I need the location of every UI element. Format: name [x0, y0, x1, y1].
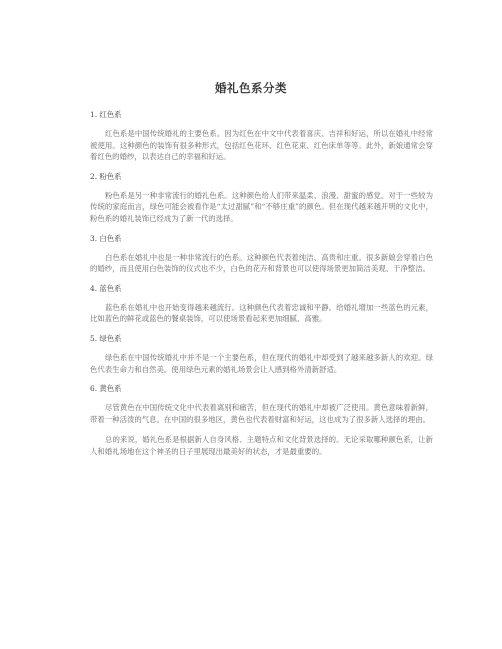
section-heading: 2. 粉色系 — [90, 171, 122, 181]
section-paragraph: 蓝色系在婚礼中也开始变得越来越流行。这种颜色代表着忠诚和平静。给婚礼增加一些蓝色的元素，比如蓝色的鲜花或蓝色的餐桌装饰，可以使场景看起来更加细腻、高雅。 — [90, 302, 433, 324]
section-heading: 5. 绿色系 — [90, 333, 122, 343]
section-blue — [90, 284, 433, 325]
section-paragraph: 红色系是中国传统婚礼的主要色系。因为红色在中文中代表着喜庆、吉祥和好运，所以在婚礼中经常被使用。这种颜色的装饰有很多种形式，包括红色花环、红色花束、红色床单等等。此外，新娘通常会穿着红色的婚纱，以表达自己的幸福和好运。 — [90, 129, 433, 162]
section-paragraph: 绿色系在中国传统婚礼中并不是一个主要色系，但在现代的婚礼中却受到了越来越多新人的欢迎。绿色代表生命力和自然美。使用绿色元素的婚礼场景会让人感到格外清新舒适。 — [90, 352, 433, 374]
section-heading: 6. 黄色系 — [90, 384, 122, 394]
section-red — [90, 110, 433, 163]
section-heading: 3. 白色系 — [90, 233, 122, 243]
section-white — [90, 234, 433, 275]
section-heading: 4. 蓝色系 — [90, 283, 122, 293]
section-paragraph: 粉色系是另一种非常流行的婚礼色系。这种颜色给人们带来温柔、浪漫、甜蜜的感觉。对于一些较为传统的家庭而言，绿色可能会被看作是“太过甜腻”和“不够庄重”的颜色。但在现代越来越开明的文化中，粉色系的婚礼装饰已经成为了新一代的选择。 — [90, 190, 433, 223]
section-green — [90, 334, 433, 375]
document-body — [90, 110, 433, 467]
section-paragraph: 尽管黄色在中国传统文化中代表着离别和痛苦，但在现代的婚礼中却被广泛使用。黄色意味着新鲜，带着一种活泼的气息。在中国的很多地区，黄色也代表着财富和好运，这也成为了很多新人选择的理由。 — [90, 403, 433, 424]
section-pink — [90, 172, 433, 225]
document-title: 婚礼色系分类 — [215, 81, 287, 95]
conclusion-paragraph: 总的来说，婚礼色系是根据新人自身风格、主题特点和文化背景选择的。无论采取哪种颜色系，让新人和婚礼场地在这个神圣的日子里展现出最美好的状态，才是最重要的。 — [90, 435, 433, 456]
section-yellow — [90, 384, 433, 425]
section-heading: 1. 红色系 — [90, 110, 122, 119]
section-paragraph: 白色系在婚礼中也是一种非常流行的色系。这种颜色代表着纯洁、高贵和庄重。很多新娘会穿着白色的婚纱，而且使用白色装饰的仪式也不少，白色的花卉和背景也可以使得场景更加简洁美观、干净整洁。 — [90, 252, 433, 274]
